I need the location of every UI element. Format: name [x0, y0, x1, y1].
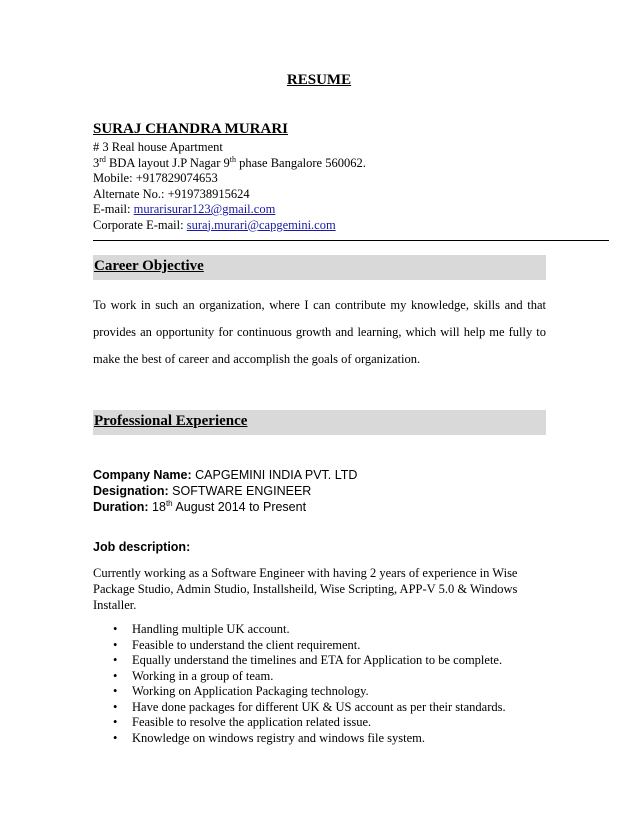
horizontal-divider: [93, 240, 609, 241]
responsibility-item: [93, 684, 506, 700]
address-number: 3: [93, 155, 100, 170]
corporate-email-line: [93, 218, 366, 234]
career-objective-heading: Career Objective: [94, 258, 204, 274]
corporate-email-label: Corporate E-mail:: [93, 217, 187, 232]
responsibility-item: [93, 715, 506, 731]
email-label: E-mail:: [93, 202, 134, 216]
responsibility-item: [93, 731, 506, 747]
address-mid: BDA layout J.P Nagar 9: [105, 155, 230, 170]
responsibility-item: [93, 638, 506, 654]
designation-line: [93, 483, 357, 499]
company-value: CAPGEMINI INDIA PVT. LTD: [191, 468, 358, 482]
responsibility-text: Have done packages for different UK & US account as per their standards.: [132, 699, 506, 714]
email-link[interactable]: murarisurar123@gmail.com: [133, 202, 276, 216]
career-objective-heading-bar: [93, 255, 546, 280]
address-line-1: # 3 Real house Apartment: [93, 140, 223, 154]
alternate-line: Alternate No.: +919738915624: [93, 186, 250, 201]
duration-label: Duration:: [93, 500, 149, 514]
address-end: phase Bangalore 560062.: [236, 155, 366, 170]
designation-value: SOFTWARE ENGINEER: [168, 484, 312, 498]
job-description-text: Currently working as a Software Engineer with having 2 years of experience in Wise Package Studio, Admin Studio, Installsheild, Wise Scripting, APP-V 5.0 & Windows Installer.: [93, 566, 518, 612]
responsibility-item: [93, 653, 506, 669]
duration-line: [93, 499, 357, 515]
responsibility-text: Working in a group of team.: [132, 668, 274, 683]
company-details: [93, 467, 357, 515]
bullet-icon: •: [113, 699, 118, 714]
job-description-heading: Job description:: [93, 540, 191, 554]
bullet-icon: •: [113, 668, 118, 683]
bullet-icon: •: [113, 622, 118, 636]
responsibility-text: Equally understand the timelines and ETA for Application to be complete.: [132, 653, 503, 667]
duration-sup: th: [165, 498, 173, 508]
designation-label: Designation:: [93, 484, 169, 498]
responsibilities-list: [93, 622, 506, 746]
responsibility-item: [93, 622, 506, 638]
email-line: [93, 202, 366, 218]
candidate-name: SURAJ CHANDRA MURARI: [93, 121, 288, 137]
duration-day: 18: [148, 500, 166, 514]
responsibility-text: Feasible to understand the client requirement.: [132, 637, 361, 652]
address-sup-rd: rd: [99, 154, 106, 164]
corporate-email-link[interactable]: suraj.murari@capgemini.com: [186, 217, 336, 232]
contact-block: [93, 140, 366, 233]
professional-experience-heading-bar: [93, 410, 546, 435]
responsibility-text: Knowledge on windows registry and windows file system.: [132, 730, 426, 745]
bullet-icon: •: [113, 715, 118, 729]
responsibility-text: Feasible to resolve the application related issue.: [132, 715, 372, 729]
bullet-icon: •: [113, 684, 118, 698]
mobile-line: Mobile: +917829074653: [93, 171, 218, 185]
responsibility-text: Handling multiple UK account.: [132, 622, 290, 636]
bullet-icon: •: [113, 730, 118, 745]
responsibility-text: Working on Application Packaging technology.: [132, 684, 369, 698]
responsibility-item: [93, 700, 506, 716]
professional-experience-heading: Professional Experience: [94, 413, 248, 429]
document-title: RESUME: [286, 72, 352, 88]
company-line: [93, 467, 357, 483]
bullet-icon: •: [113, 637, 118, 652]
bullet-icon: •: [113, 653, 118, 667]
responsibility-item: [93, 669, 506, 685]
company-label: Company Name:: [93, 468, 192, 482]
address-line-2: [93, 156, 366, 172]
duration-value: August 2014 to Present: [172, 500, 307, 514]
career-objective-text: To work in such an organization, where I can contribute my knowledge, skills and that provides an opportunity for continuous growth and learning, which will help me fully to make the best of career and accomplish the goals of organization.: [93, 298, 546, 366]
address-sup-th: th: [229, 154, 236, 164]
